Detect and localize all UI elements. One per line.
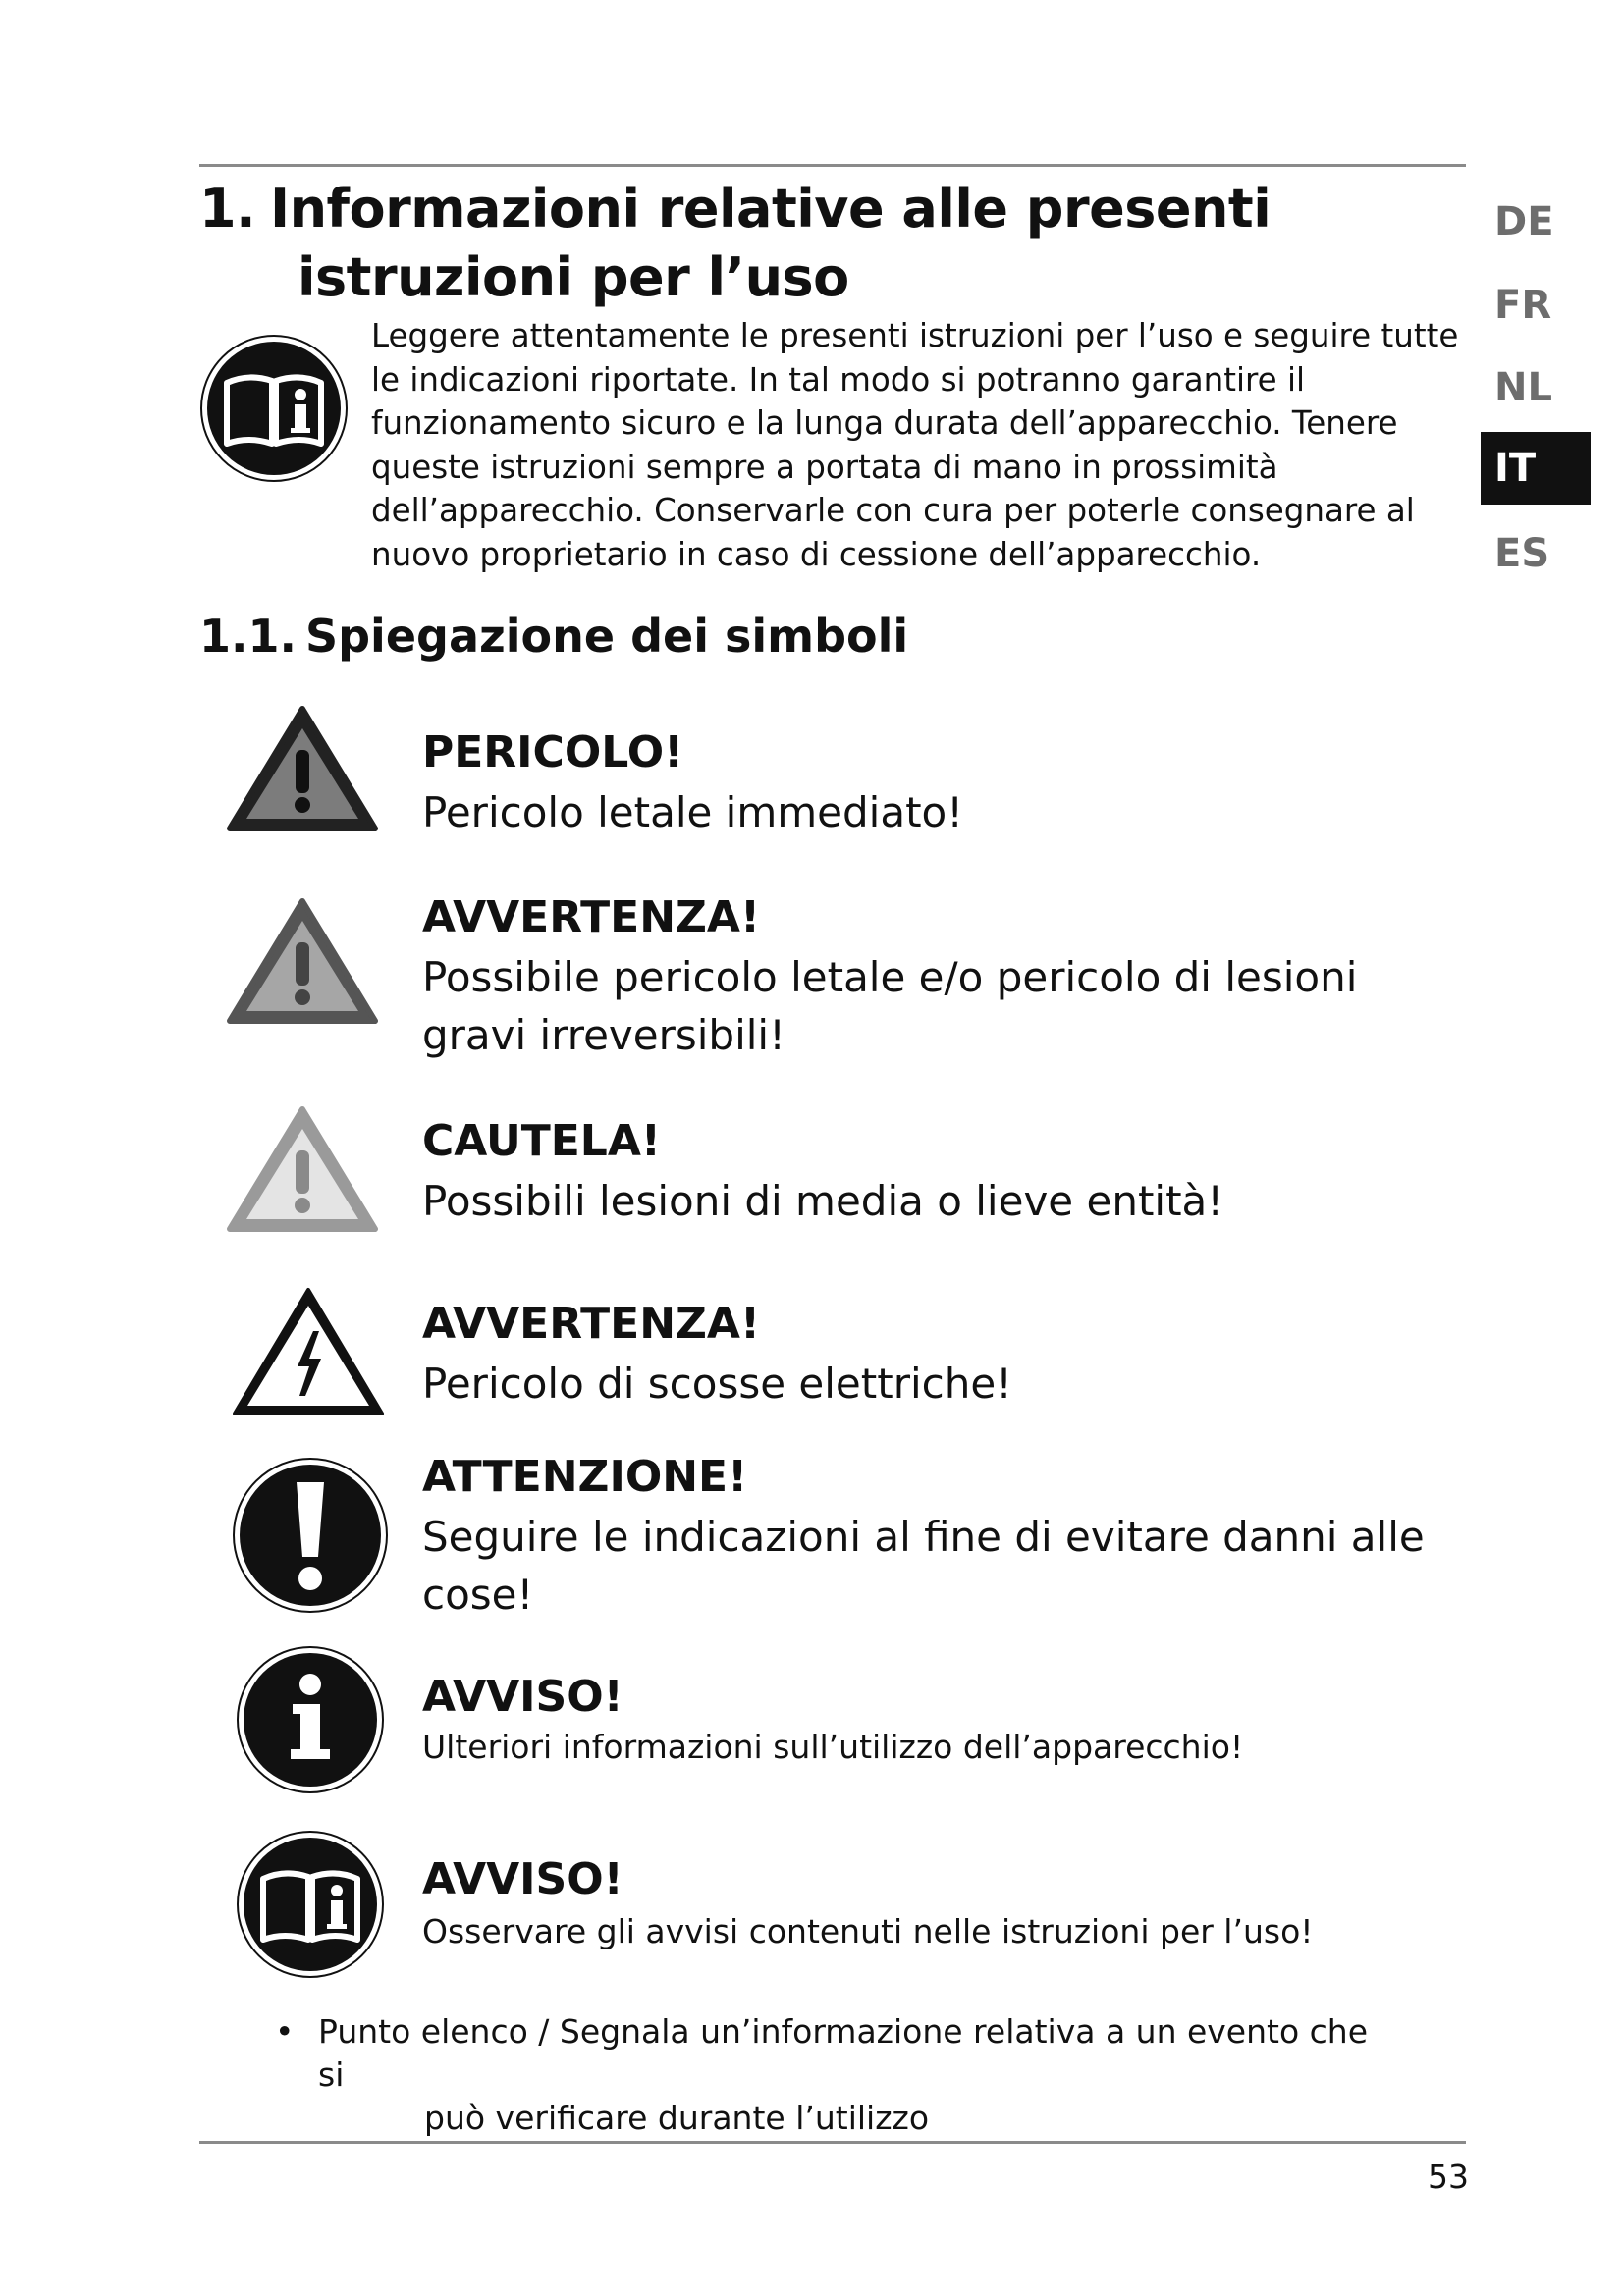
section-title-text: Spiegazione dei simboli bbox=[305, 610, 909, 663]
section-number: 1.1. bbox=[199, 610, 297, 663]
lang-tab-fr[interactable]: FR bbox=[1494, 283, 1552, 328]
symbol-title-danger: PERICOLO! bbox=[422, 727, 684, 777]
symbol-text-warning: Possibile pericolo letale e/o pericolo di lesioni gravi irreversibili! bbox=[422, 953, 1358, 1059]
page-number: 53 bbox=[1428, 2158, 1469, 2196]
symbol-title-warning: AVVERTENZA! bbox=[422, 892, 761, 942]
symbol-text-danger: Pericolo letale immediato! bbox=[422, 788, 964, 836]
symbol-text-info: Ulteriori informazioni sull’utilizzo dell’apparecchio! bbox=[422, 1728, 1244, 1766]
bullet-text bbox=[318, 2010, 1398, 2140]
symbol-title-electric: AVVERTENZA! bbox=[422, 1299, 761, 1349]
info-circle-icon bbox=[236, 1645, 385, 1798]
symbol-title-info: AVVISO! bbox=[422, 1672, 623, 1722]
symbol-title-manual: AVVISO! bbox=[422, 1854, 623, 1904]
caution-triangle-icon bbox=[224, 1103, 381, 1239]
danger-triangle-icon bbox=[224, 703, 381, 838]
lang-tab-it[interactable]: IT bbox=[1481, 432, 1591, 505]
lang-tab-nl[interactable]: NL bbox=[1494, 365, 1552, 410]
warning-triangle-icon bbox=[224, 895, 381, 1031]
manual-info-icon bbox=[236, 1830, 385, 1983]
lang-tab-es[interactable]: ES bbox=[1494, 531, 1550, 576]
electric-shock-icon bbox=[229, 1284, 388, 1423]
exclamation-circle-icon bbox=[232, 1457, 389, 1618]
section-title bbox=[199, 607, 908, 666]
bullet-line-1: Punto elenco / Segnala un’informazione relativa a un evento che si bbox=[318, 2012, 1369, 2094]
symbol-text-attention: Seguire le indicazioni al fine di evitare danni alle cose! bbox=[422, 1513, 1425, 1619]
bottom-rule bbox=[199, 2141, 1466, 2144]
symbol-title-attention: ATTENZIONE! bbox=[422, 1452, 748, 1502]
bullet-line-2: può verificare durante l’utilizzo bbox=[424, 2099, 930, 2137]
intro-paragraph: Leggere attentamente le presenti istruzioni per l’uso e seguire tutte le indicazioni riportate. In tal modo si potranno garantire il funzionamento sicuro e la lunga durata dell’apparecchio. Tenere queste istruzioni sempre a portata di mano in prossimità dell’apparecchio. Conservarle con cura per poterle consegnare al nuovo proprietario in caso di cessione dell’apparecchio. bbox=[371, 317, 1459, 573]
bullet-dot: • bbox=[275, 2012, 295, 2051]
top-rule bbox=[199, 164, 1466, 167]
lang-tab-de[interactable]: DE bbox=[1494, 199, 1554, 244]
heading-line-1: Informazioni relative alle presenti bbox=[270, 178, 1272, 240]
symbol-text-electric: Pericolo di scosse elettriche! bbox=[422, 1360, 1013, 1408]
heading-number: 1. bbox=[199, 178, 256, 240]
symbol-text-caution: Possibili lesioni di media o lieve entità! bbox=[422, 1177, 1224, 1225]
symbol-text-manual: Osservare gli avvisi contenuti nelle istruzioni per l’uso! bbox=[422, 1912, 1314, 1950]
symbol-title-caution: CAUTELA! bbox=[422, 1116, 661, 1166]
heading-line-2: istruzioni per l’uso bbox=[298, 246, 849, 308]
manual-info-icon bbox=[199, 334, 349, 487]
